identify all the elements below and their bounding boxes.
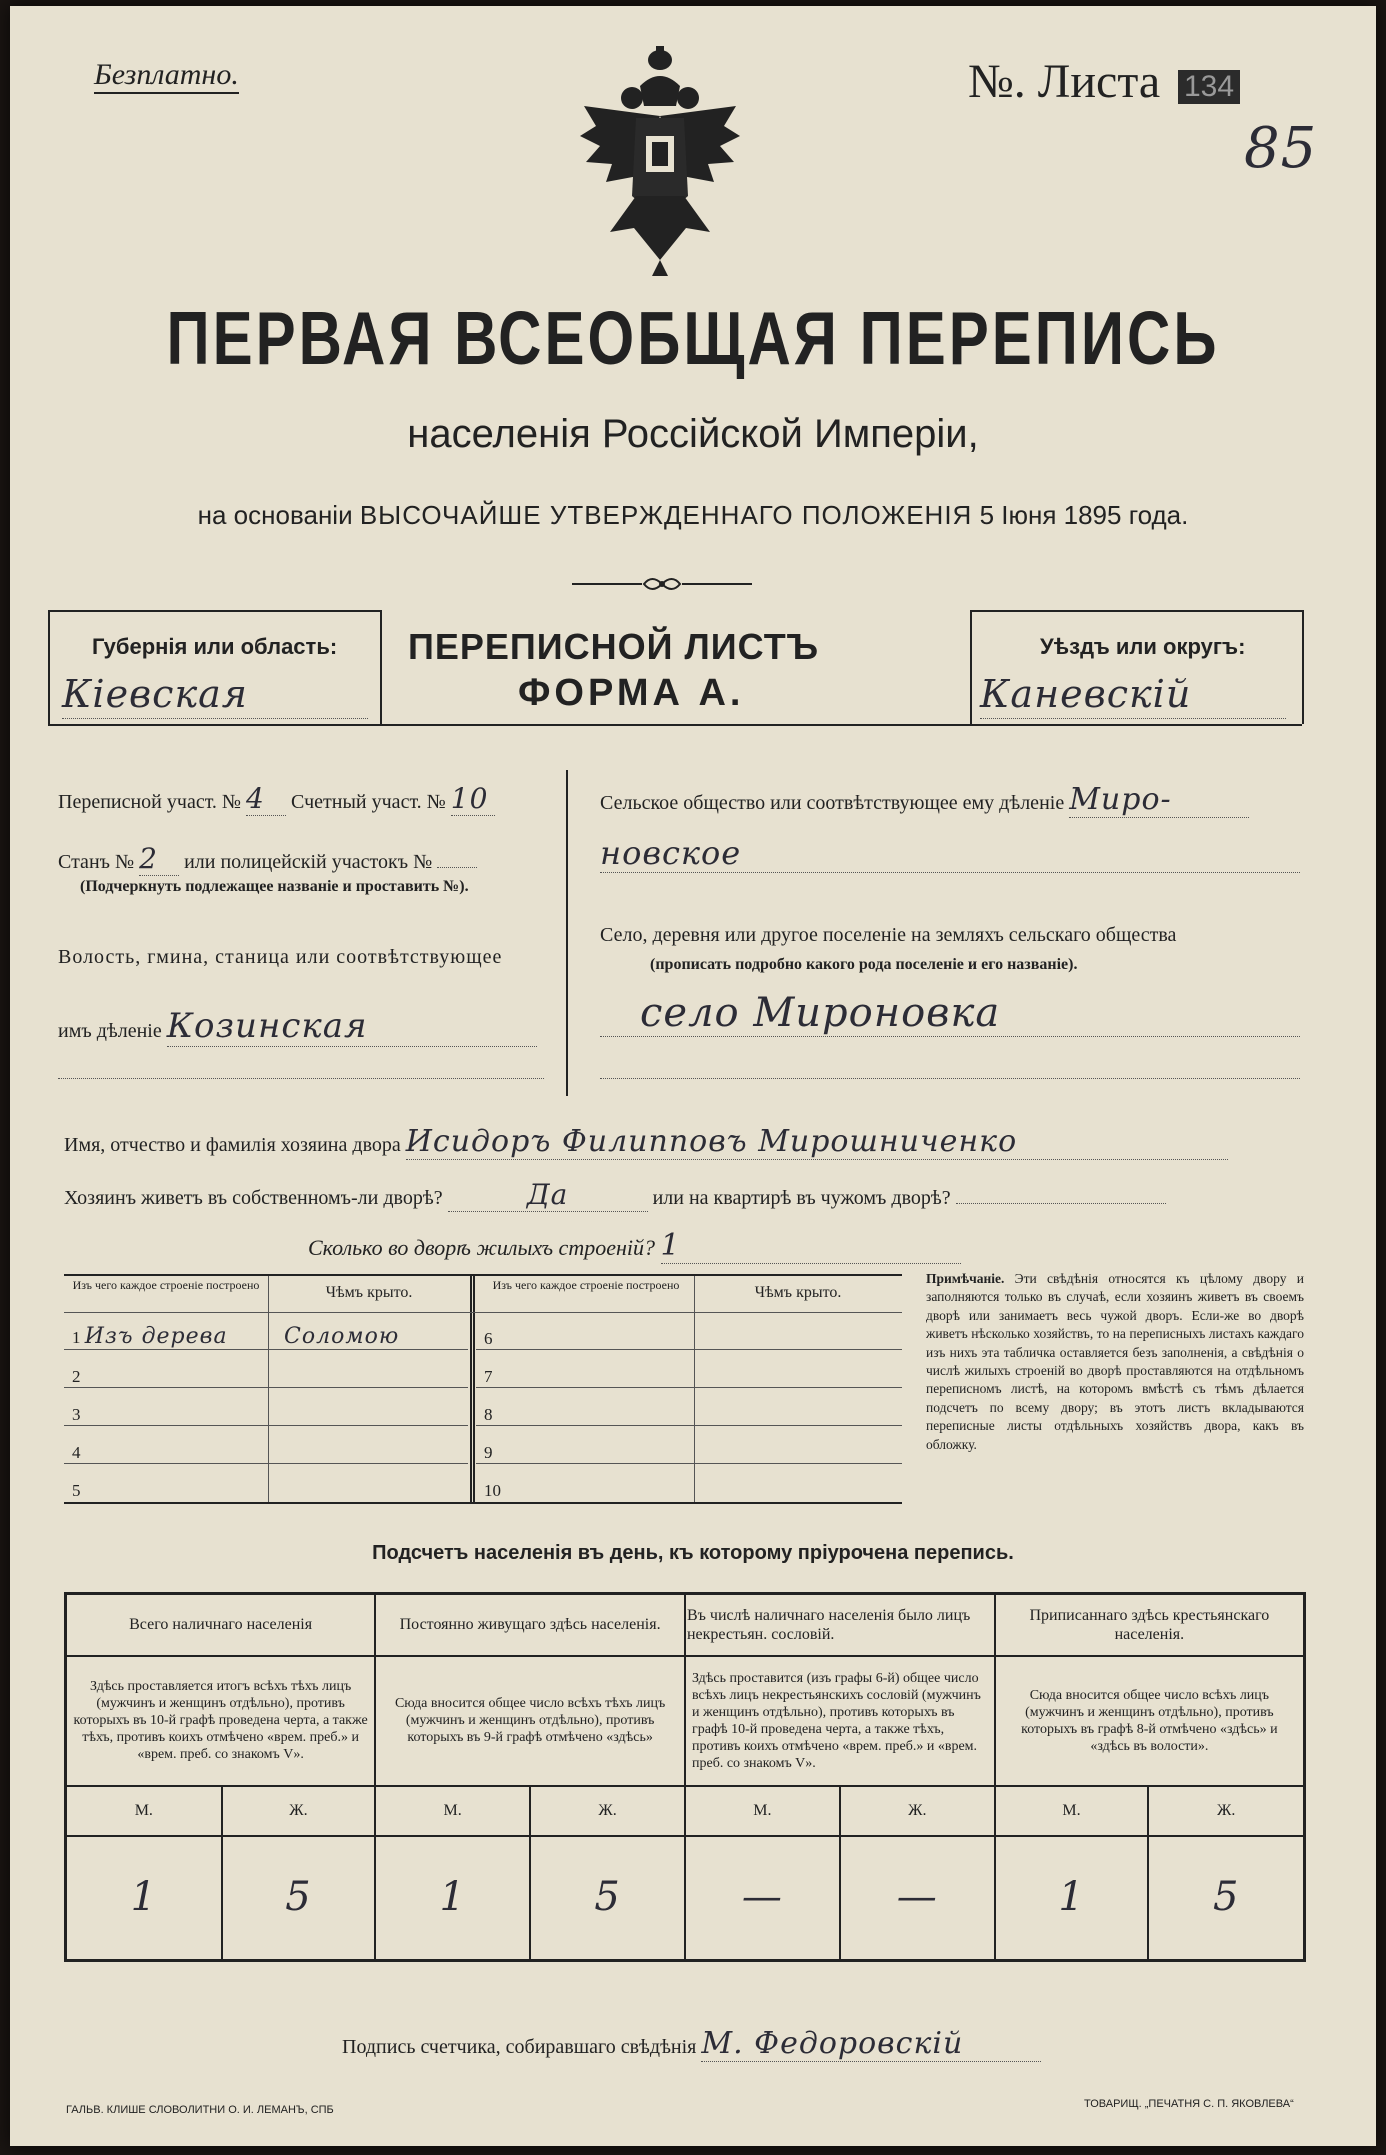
pop-col-title: Въ числѣ наличнаго населенія было лицъ некрестьян. сословій. xyxy=(685,1594,995,1656)
note-block xyxy=(926,1270,1304,1454)
census-area-row xyxy=(58,782,495,816)
society-value-2[interactable]: новское xyxy=(600,834,1300,873)
stan-value[interactable]: 2 xyxy=(139,842,179,876)
population-heading: Подсчетъ населенія въ день, къ которому пріурочена перепись. xyxy=(372,1542,1014,1564)
buildings-right-table xyxy=(476,1312,902,1501)
double-headed-eagle-emblem xyxy=(576,46,744,276)
col-roof-left: Чѣмъ крыто. xyxy=(325,1284,413,1301)
ornament-divider xyxy=(572,574,752,594)
province-label: Губернія или область: xyxy=(92,634,338,659)
owner-name-row xyxy=(64,1124,1228,1160)
female-count[interactable]: 5 xyxy=(1148,1836,1304,1961)
buildings-table xyxy=(64,1274,902,1504)
own-yard-label: Хозяинъ живетъ въ собственномъ-ли дворѣ? xyxy=(64,1187,443,1209)
material-value[interactable]: Изъ дерева xyxy=(84,1324,228,1349)
count-area-value[interactable]: 10 xyxy=(451,782,495,816)
col-material-left: Изъ чего каждое строеніе построено xyxy=(72,1278,260,1292)
sheet-number-label: №. Листа xyxy=(968,55,1161,108)
male-header: М. xyxy=(66,1786,222,1836)
roof-value[interactable]: Соломою xyxy=(284,1324,400,1349)
volost-label-2: имъ дѣленіе xyxy=(58,1020,162,1042)
police-label: или полицейскій участокъ № xyxy=(184,851,433,873)
pop-col-desc: Сюда вносится общее число всѣхъ тѣхъ лицъ (мужчинъ и женщинъ отдѣльно), противъ которыхъ въ 9-й графѣ отмѣчено «здѣсь» xyxy=(375,1656,685,1786)
female-count[interactable]: 5 xyxy=(222,1836,376,1961)
female-header: Ж. xyxy=(840,1786,995,1836)
signature-row xyxy=(342,2026,1041,2062)
form-type: ФОРМА А. xyxy=(518,672,745,714)
census-title: ПЕРВАЯ ВСЕОБЩАЯ ПЕРЕПИСЬ xyxy=(166,296,1220,381)
village-label: Село, деревня или другое поселеніе на земляхъ сельскаго общества xyxy=(600,924,1177,946)
form-name: ПЕРЕПИСНОЙ ЛИСТЪ xyxy=(408,626,820,667)
table-row: 4 xyxy=(64,1426,468,1464)
form-header-rule xyxy=(48,724,1302,726)
census-area-label: Переписной участ. № xyxy=(58,791,242,813)
owner-yard-row xyxy=(64,1178,1166,1212)
census-sheet xyxy=(10,6,1376,2146)
pop-col-desc: Здѣсь проставляется итогъ всѣхъ тѣхъ лицъ (мужчинъ и женщинъ отдѣльно), противъ которыхъ въ 10-й графѣ проведена черта, а также тѣхъ, противъ коихъ отмѣчено «врем. преб.» и «врем. преб. со знакомъ V». xyxy=(66,1656,376,1786)
table-row: 3 xyxy=(64,1388,468,1426)
owner-name-value[interactable]: Исидоръ Филипповъ Мирошниченко xyxy=(406,1124,1228,1160)
free-label: Безплатно. xyxy=(94,58,239,94)
buildings-label: Сколько во дворѣ жилыхъ строеній? xyxy=(308,1235,655,1260)
sheet-number-stamp: 134 xyxy=(1178,70,1240,104)
table-row: 7 xyxy=(476,1350,902,1388)
volost-value[interactable]: Козинская xyxy=(167,1006,537,1047)
table-row: 1 Изъ дерева Соломою xyxy=(64,1312,468,1350)
male-count[interactable]: — xyxy=(685,1836,840,1961)
stan-label: Станъ № xyxy=(58,851,135,873)
pop-col-title: Приписаннаго здѣсь крестьянскаго населенія. xyxy=(995,1594,1305,1656)
underline-note: (Подчеркнуть подлежащее названіе и проставить №). xyxy=(80,878,469,895)
buildings-row xyxy=(308,1228,961,1264)
volost-row xyxy=(58,1006,537,1047)
table-row: 8 xyxy=(476,1388,902,1426)
fields-divider xyxy=(566,770,568,1096)
table-row: 6 xyxy=(476,1312,902,1350)
society-row xyxy=(600,782,1249,818)
female-count[interactable]: — xyxy=(840,1836,995,1961)
district-value[interactable]: Каневскій xyxy=(980,672,1286,719)
sheet-number-handwritten: 85 xyxy=(1244,116,1318,181)
signature-label: Подпись счетчика, собиравшаго свѣдѣнія xyxy=(342,2036,697,2058)
pop-col-desc: Сюда вносится общее число всѣхъ лицъ (мужчинъ и женщинъ отдѣльно), противъ которыхъ въ графѣ 8-й отмѣчено «здѣсь» и «здѣсь въ волости». xyxy=(995,1656,1305,1786)
table-row: 2 xyxy=(64,1350,468,1388)
female-header: Ж. xyxy=(530,1786,685,1836)
population-table xyxy=(64,1592,1306,1962)
signature-value[interactable]: М. Федоровскій xyxy=(701,2026,1041,2062)
note-heading: Примѣчаніе. xyxy=(926,1271,1005,1286)
society-value-1[interactable]: Миро- xyxy=(1069,782,1249,818)
col-material-right: Изъ чего каждое строеніе построено xyxy=(492,1278,680,1292)
village-value[interactable]: село Мироновка xyxy=(600,990,1300,1037)
footer-left: ГАЛЬВ. КЛИШЕ СЛОВОЛИТНИ О. И. ЛЕМАНЪ, СПБ xyxy=(66,2104,334,2116)
basis-caps: ВЫСОЧАЙШЕ УТВЕРЖДЕННАГО ПОЛОЖЕНІЯ xyxy=(359,500,973,530)
footer-right: ТОВАРИЩ. „ПЕЧАТНЯ С. П. ЯКОВЛЕВА“ xyxy=(1084,2098,1294,2110)
male-count[interactable]: 1 xyxy=(375,1836,530,1961)
stan-row xyxy=(58,842,477,876)
province-value[interactable]: Кіевская xyxy=(62,672,368,719)
census-subtitle: населенія Россійской Имперіи, xyxy=(407,412,979,456)
table-row: 10 xyxy=(484,1481,501,1500)
female-header: Ж. xyxy=(222,1786,376,1836)
rented-label: или на квартирѣ въ чужомъ дворѣ? xyxy=(652,1187,951,1209)
police-value[interactable] xyxy=(437,867,477,868)
female-count[interactable]: 5 xyxy=(530,1836,685,1961)
volost-extra-line[interactable] xyxy=(58,1078,544,1079)
note-text: Эти свѣдѣнія относятся къ цѣлому двору и заполняются только въ случаѣ, если хозяинъ живетъ въ своемъ дворѣ или занимаетъ весь чужой дворъ. Если-же во дворѣ живетъ нѣсколько хозяйствъ, то на переписныхъ листахъ каждаго изъ нихъ эта табличка оставляется безъ заполненія, а свѣдѣнія о числѣ жилыхъ строеній во дворѣ проставляются на отдѣльномъ переписномъ листѣ, на которомъ вмѣстѣ съ тѣмъ дѣлается подсчетъ по всему двору; въ этотъ листъ вкладываются переписные листы отдѣльныхъ хозяйствъ двора, какъ въ обложку. xyxy=(926,1271,1305,1452)
male-count[interactable]: 1 xyxy=(66,1836,222,1961)
col-roof-right: Чѣмъ крыто. xyxy=(754,1284,842,1301)
male-header: М. xyxy=(685,1786,840,1836)
table-row: 5 xyxy=(72,1481,81,1500)
census-basis xyxy=(10,500,1376,531)
district-label: Уѣздъ или округъ: xyxy=(1040,634,1246,659)
volost-label-1: Волость, гмина, станица или соотвѣтствующее xyxy=(58,946,503,968)
basis-suffix: 5 Іюня 1895 года. xyxy=(979,500,1189,530)
basis-prefix: на основаніи xyxy=(197,500,353,530)
society-label: Сельское общество или соотвѣтствующее ему дѣленіе xyxy=(600,792,1065,814)
pop-col-title: Постоянно живущаго здѣсь населенія. xyxy=(375,1594,685,1656)
village-extra-line[interactable] xyxy=(600,1078,1300,1079)
census-area-value[interactable]: 4 xyxy=(246,782,286,816)
own-yard-value[interactable]: Да xyxy=(448,1178,648,1212)
female-header: Ж. xyxy=(1148,1786,1304,1836)
pop-col-desc: Здѣсь проставится (изъ графы 6-й) общее число всѣхъ лицъ некрестьянскихъ сословій (мужчинъ и женщинъ отдѣльно), противъ которыхъ въ графѣ 10-й проведена черта, а также тѣхъ, противъ коихъ отмѣчено «врем. преб.» и «врем. преб. со знакомъ V». xyxy=(685,1656,995,1786)
buildings-value[interactable]: 1 xyxy=(661,1228,961,1264)
owner-name-label: Имя, отчество и фамилія хозяина двора xyxy=(64,1134,401,1156)
male-header: М. xyxy=(375,1786,530,1836)
table-row: 9 xyxy=(476,1426,902,1464)
village-note: (прописать подробно какого рода поселеніе и его названіе). xyxy=(650,956,1078,973)
male-header: М. xyxy=(995,1786,1149,1836)
count-area-label: Счетный участ. № xyxy=(291,791,446,813)
buildings-left-table xyxy=(64,1312,468,1501)
male-count[interactable]: 1 xyxy=(995,1836,1149,1961)
rented-value[interactable] xyxy=(956,1203,1166,1204)
pop-col-title: Всего наличнаго населенія xyxy=(66,1594,376,1656)
